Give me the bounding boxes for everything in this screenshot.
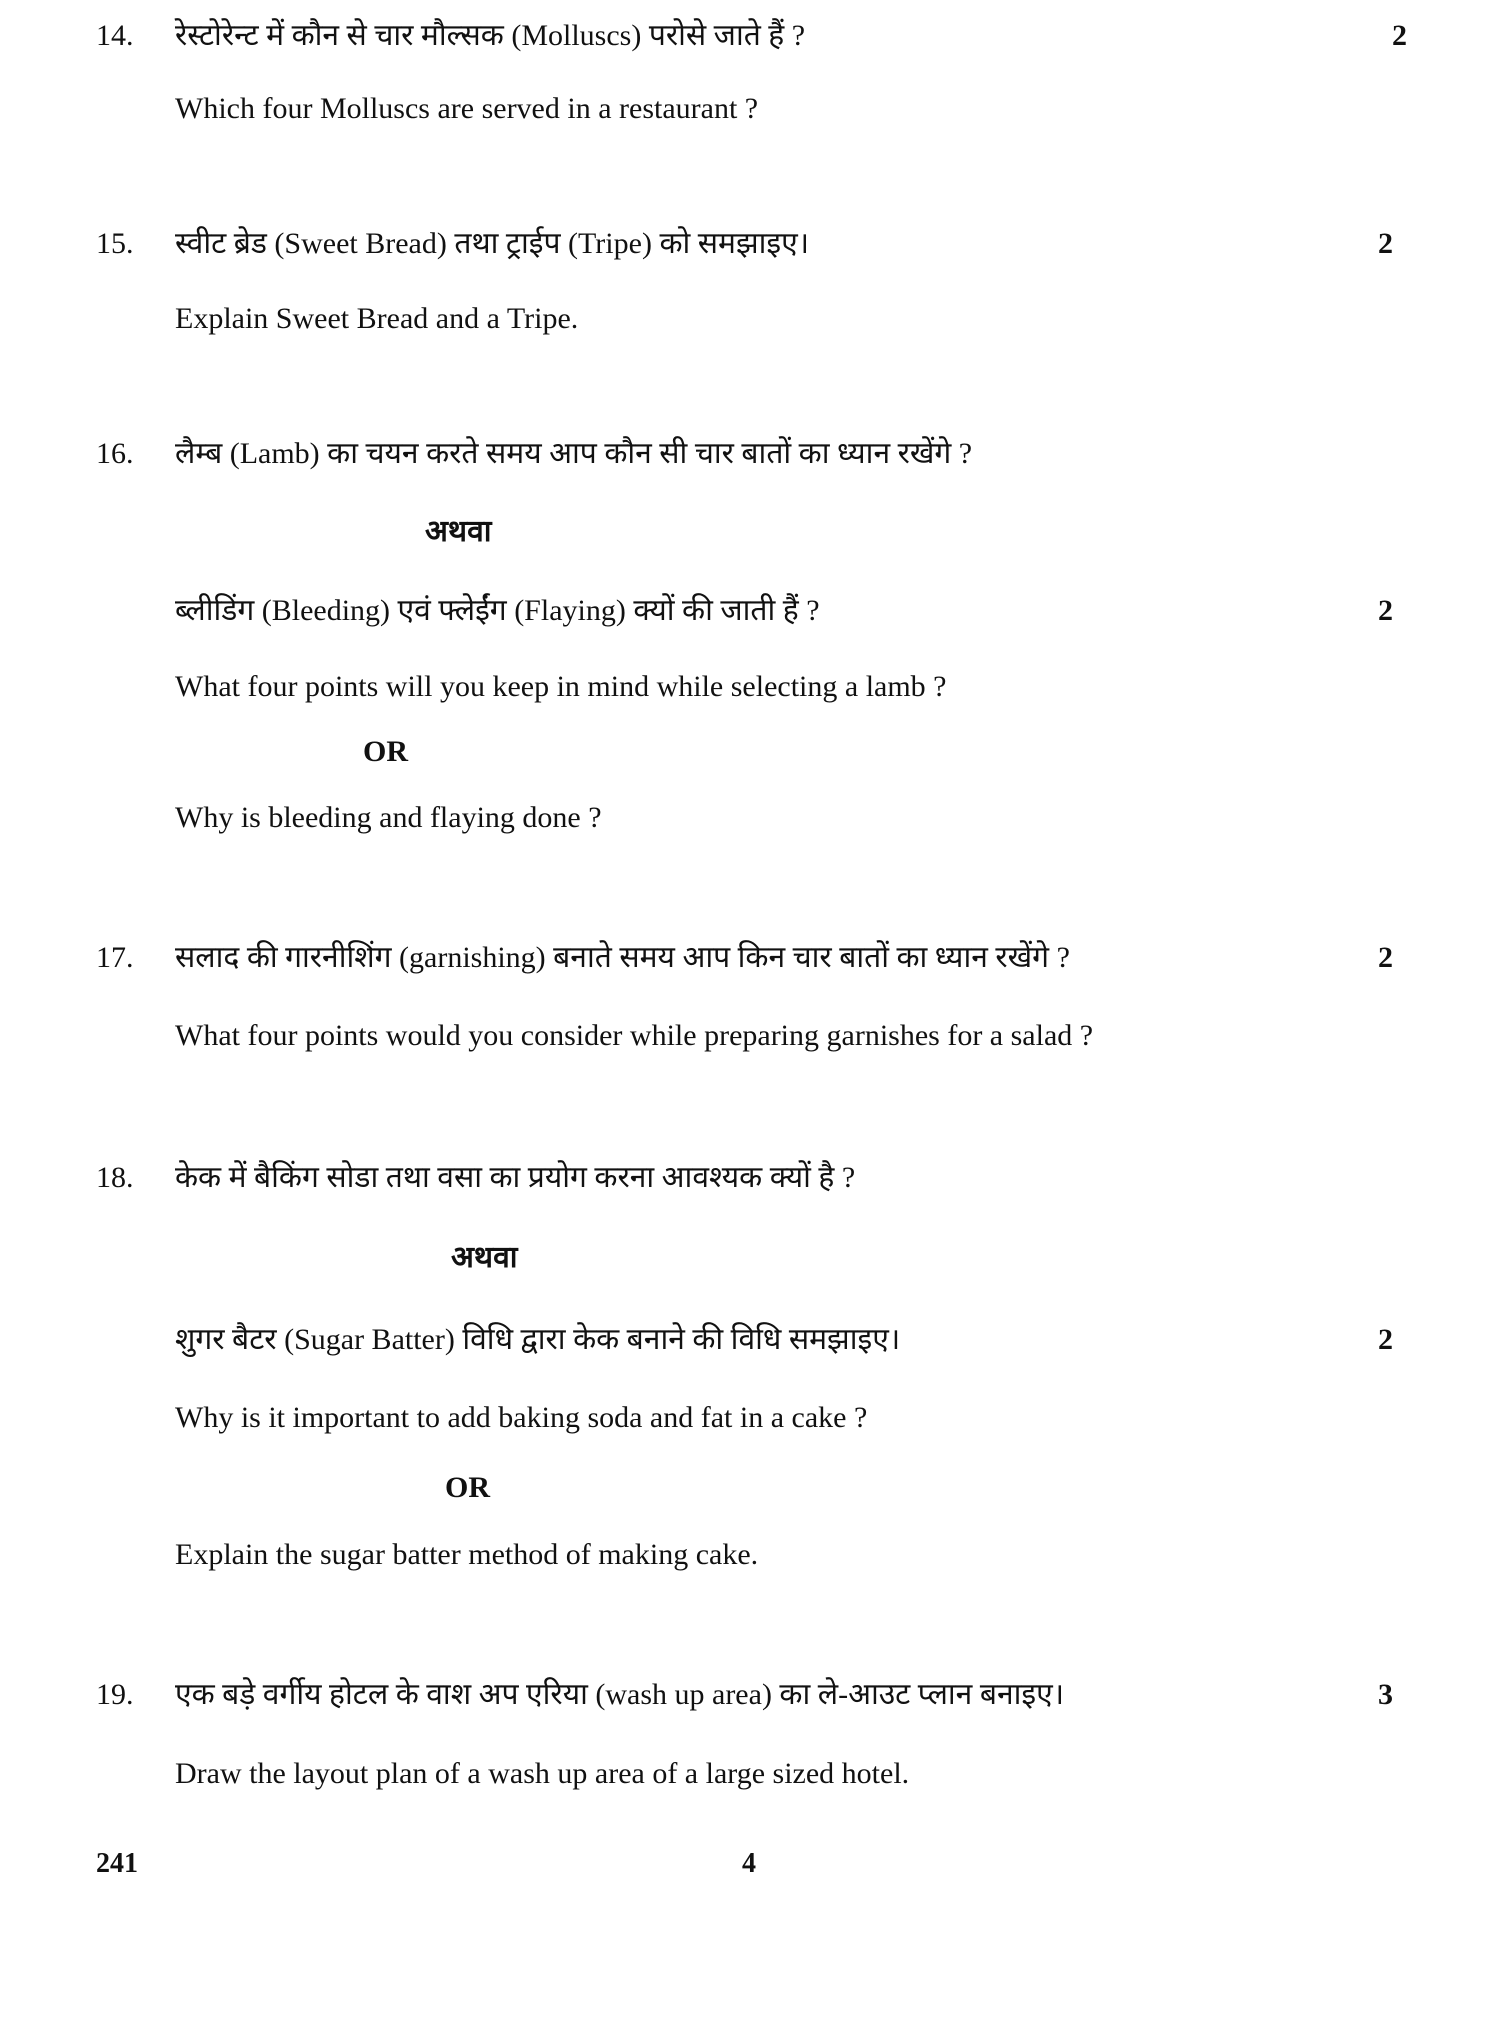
- question-number: 18.: [96, 1161, 134, 1194]
- question-english: What four points will you keep in mind while selecting a lamb ?: [175, 670, 947, 703]
- page-number: 4: [742, 1848, 756, 1879]
- question-marks: 2: [1378, 227, 1393, 260]
- question-hindi: केक में बैकिंग सोडा तथा वसा का प्रयोग करना आवश्यक क्यों है ?: [175, 1161, 856, 1194]
- question-english: Draw the layout plan of a wash up area of a large sized hotel.: [175, 1757, 910, 1790]
- question-marks: 2: [1378, 1323, 1393, 1356]
- question-marks: 2: [1378, 594, 1393, 627]
- question-english: Why is it important to add baking soda and fat in a cake ?: [175, 1401, 868, 1434]
- question-number: 19.: [96, 1678, 134, 1711]
- question-number: 14.: [96, 19, 134, 52]
- or-hindi: अथवा: [451, 1241, 518, 1274]
- question-hindi: रेस्टोरेन्ट में कौन से चार मौल्सक (Molluscs) परोसे जाते हैं ?: [175, 19, 806, 52]
- question-marks: 2: [1378, 941, 1393, 974]
- question-number: 15.: [96, 227, 134, 260]
- question-hindi: लैम्ब (Lamb) का चयन करते समय आप कौन सी चार बातों का ध्यान रखेंगे ?: [175, 437, 973, 470]
- question-number: 16.: [96, 437, 134, 470]
- question-english: What four points would you consider while preparing garnishes for a salad ?: [175, 1019, 1094, 1052]
- question-hindi: स्वीट ब्रेड (Sweet Bread) तथा ट्राईप (Tripe) को समझाइए।: [175, 227, 810, 260]
- question-english-alt: Why is bleeding and flaying done ?: [175, 801, 602, 834]
- question-hindi-alt: ब्लीडिंग (Bleeding) एवं फ्लेईंग (Flaying) क्यों की जाती हैं ?: [175, 594, 820, 627]
- or-hindi: अथवा: [425, 515, 492, 548]
- question-english: Which four Molluscs are served in a restaurant ?: [175, 92, 759, 125]
- question-number: 17.: [96, 941, 134, 974]
- question-hindi: एक बड़े वर्गीय होटल के वाश अप एरिया (wash up area) का ले-आउट प्लान बनाइए।: [175, 1678, 1065, 1711]
- question-english: Explain Sweet Bread and a Tripe.: [175, 302, 579, 335]
- question-english-alt: Explain the sugar batter method of making cake.: [175, 1538, 759, 1571]
- or-english: OR: [445, 1471, 490, 1504]
- question-marks: 3: [1378, 1678, 1393, 1711]
- or-english: OR: [363, 735, 408, 768]
- question-marks: 2: [1392, 19, 1407, 52]
- question-hindi: सलाद की गारनीशिंग (garnishing) बनाते समय आप किन चार बातों का ध्यान रखेंगे ?: [175, 941, 1070, 974]
- paper-code: 241: [96, 1848, 138, 1879]
- question-hindi-alt: शुगर बैटर (Sugar Batter) विधि द्वारा केक बनाने की विधि समझाइए।: [175, 1323, 901, 1356]
